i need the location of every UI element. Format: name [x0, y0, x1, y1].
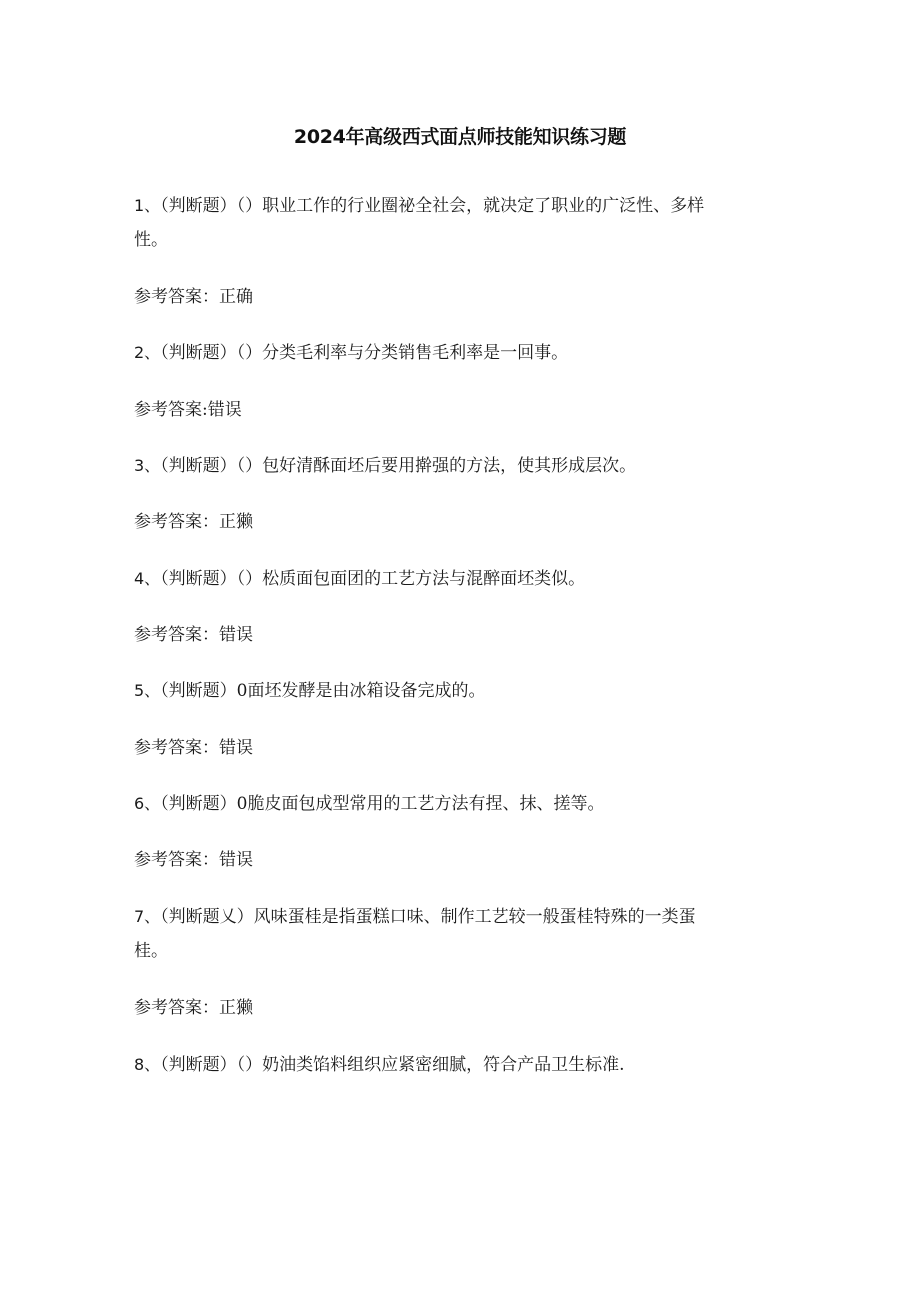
- question-number: 5、: [134, 681, 161, 700]
- question-number: 7、: [134, 907, 161, 926]
- question-number: 2、: [134, 343, 161, 362]
- question-6: [134, 794, 605, 814]
- question-5: [134, 681, 486, 701]
- question-text: （判断题）（）分类毛利率与分类销售毛利率是一回事。: [160, 343, 569, 363]
- question-text: （判断题乂）风味蛋桂是指蛋糕口味、制作工艺较一般蛋桂特殊的一类蛋: [160, 907, 696, 927]
- answer-5: 参考答案：错误: [134, 738, 253, 758]
- question-text: （判断题）（）松质面包面团的工艺方法与混醉面坯类似。: [160, 569, 586, 589]
- question-text: （判断题）0面坯发酵是由冰箱设备完成的。: [160, 681, 486, 701]
- question-1: [134, 196, 704, 216]
- question-7-continuation: 桂。: [134, 941, 168, 961]
- question-1-continuation: 性。: [134, 230, 168, 250]
- document-title: 2024年高级西式面点师技能知识练习题: [293, 126, 627, 148]
- question-text: （判断题）（）职业工作的行业圈祕全社会，就决定了职业的广泛性、多样: [160, 196, 705, 216]
- question-text: （判断题）（）奶油类馅料组织应紧密细腻，符合产品卫生标准.: [160, 1055, 625, 1075]
- question-number: 8、: [134, 1055, 161, 1074]
- answer-6: 参考答案：错误: [134, 850, 253, 870]
- question-text: （判断题）（）包好清酥面坯后要用擀强的方法，使其形成层次。: [160, 456, 637, 476]
- answer-2: 参考答案:错误: [134, 400, 242, 420]
- question-4: [134, 569, 585, 589]
- answer-4: 参考答案：错误: [134, 625, 253, 645]
- question-number: 3、: [134, 456, 161, 475]
- question-7: [134, 907, 696, 927]
- question-2: [134, 343, 568, 363]
- question-8: [134, 1055, 625, 1075]
- question-number: 4、: [134, 569, 161, 588]
- question-text: （判断题）0脆皮面包成型常用的工艺方法有捏、抹、搓等。: [160, 794, 605, 814]
- question-number: 6、: [134, 794, 161, 813]
- answer-1: 参考答案：正确: [134, 287, 253, 307]
- answer-7: 参考答案：正獭: [134, 998, 253, 1018]
- question-number: 1、: [134, 196, 161, 215]
- question-3: [134, 456, 636, 476]
- answer-3: 参考答案：正獭: [134, 512, 253, 532]
